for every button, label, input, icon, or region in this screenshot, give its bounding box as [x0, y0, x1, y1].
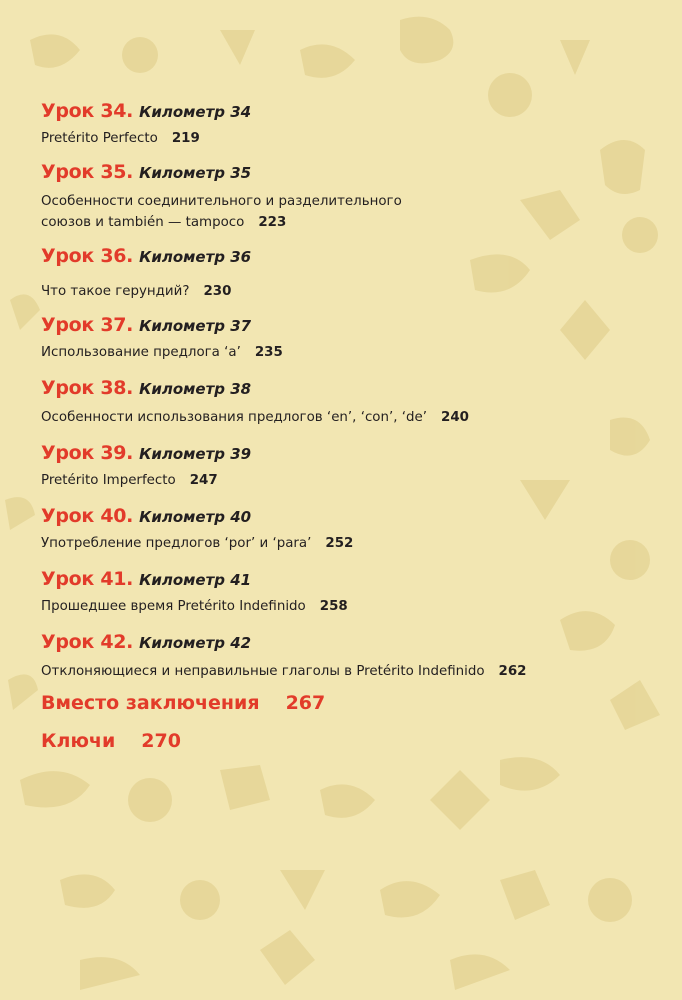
lesson-subtitle: Километр 39 — [139, 445, 252, 463]
topic-text: Использование предлога ‘a’ — [41, 345, 241, 360]
lesson-number: Урок 37. — [41, 314, 134, 336]
topic-text: Pretérito Perfecto — [41, 131, 158, 146]
toc-entry-lesson-38 — [41, 377, 661, 428]
topic-text: Pretérito Imperfecto — [41, 473, 176, 488]
toc-entry-lesson-39 — [41, 442, 661, 491]
page-number: 252 — [325, 536, 354, 551]
page-number: 270 — [141, 730, 181, 752]
lesson-heading — [41, 314, 661, 342]
lesson-subtitle: Километр 36 — [139, 248, 252, 266]
toc-entry-lesson-34 — [41, 100, 661, 149]
lesson-topic — [41, 533, 661, 554]
topic-text-line-1: Особенности соединительного и разделительного — [41, 194, 402, 209]
toc-entry-conclusion — [41, 692, 661, 728]
page-number: 223 — [258, 215, 287, 230]
topic-text-line-2: союзов и también — tampoco — [41, 215, 245, 230]
lesson-topic — [41, 407, 661, 428]
lesson-topic — [41, 342, 661, 363]
toc-entry-lesson-42 — [41, 631, 661, 682]
lesson-number: Урок 38. — [41, 377, 134, 399]
lesson-subtitle: Километр 38 — [139, 380, 252, 398]
page-number: 219 — [171, 131, 200, 146]
page-number: 247 — [189, 473, 218, 488]
lesson-heading — [41, 631, 661, 659]
lesson-topic — [41, 281, 661, 302]
lesson-heading — [41, 377, 661, 405]
toc-entry-lesson-35 — [41, 161, 661, 233]
topic-text: Прошедшее время Pretérito Indefinido — [41, 599, 306, 614]
toc-entry-lesson-40 — [41, 505, 661, 554]
lesson-number: Урок 39. — [41, 442, 134, 464]
lesson-number: Урок 36. — [41, 245, 134, 267]
lesson-heading — [41, 245, 661, 273]
lesson-heading — [41, 442, 661, 470]
topic-text: Употребление предлогов ‘por’ и ‘para’ — [41, 536, 312, 551]
topic-text: Особенности использования предлогов ‘en’, ‘con’, ‘de’ — [41, 410, 428, 425]
toc-entry-lesson-41 — [41, 568, 661, 617]
toc-entry-lesson-36 — [41, 245, 661, 302]
lesson-heading — [41, 161, 661, 189]
lesson-subtitle: Километр 35 — [139, 164, 252, 182]
page-number: 262 — [498, 664, 527, 679]
lesson-subtitle: Километр 40 — [139, 508, 252, 526]
lesson-number: Урок 34. — [41, 100, 134, 122]
page-number: 258 — [319, 599, 348, 614]
table-of-contents — [41, 100, 661, 766]
lesson-heading — [41, 505, 661, 533]
lesson-topic — [41, 661, 661, 682]
lesson-number: Урок 40. — [41, 505, 134, 527]
final-title: Ключи — [41, 730, 116, 752]
lesson-number: Урок 42. — [41, 631, 134, 653]
topic-text: Отклоняющиеся и неправильные глаголы в Pretérito Indefinido — [41, 664, 485, 679]
lesson-heading — [41, 568, 661, 596]
lesson-number: Урок 35. — [41, 161, 134, 183]
toc-entry-lesson-37 — [41, 314, 661, 363]
lesson-topic — [41, 191, 661, 233]
lesson-subtitle: Километр 41 — [139, 571, 252, 589]
lesson-topic — [41, 470, 661, 491]
lesson-topic — [41, 596, 661, 617]
lesson-subtitle: Километр 42 — [139, 634, 252, 652]
toc-entry-keys — [41, 730, 661, 766]
lesson-heading — [41, 100, 661, 128]
page-number: 235 — [254, 345, 283, 360]
topic-text: Что такое герундий? — [41, 284, 190, 299]
lesson-subtitle: Километр 37 — [139, 317, 252, 335]
lesson-topic — [41, 128, 661, 149]
lesson-subtitle: Километр 34 — [139, 103, 252, 121]
page-number: 240 — [441, 410, 469, 425]
page-number: 230 — [203, 284, 232, 299]
lesson-number: Урок 41. — [41, 568, 134, 590]
page-number: 267 — [285, 692, 326, 714]
final-title: Вместо заключения — [41, 692, 260, 714]
